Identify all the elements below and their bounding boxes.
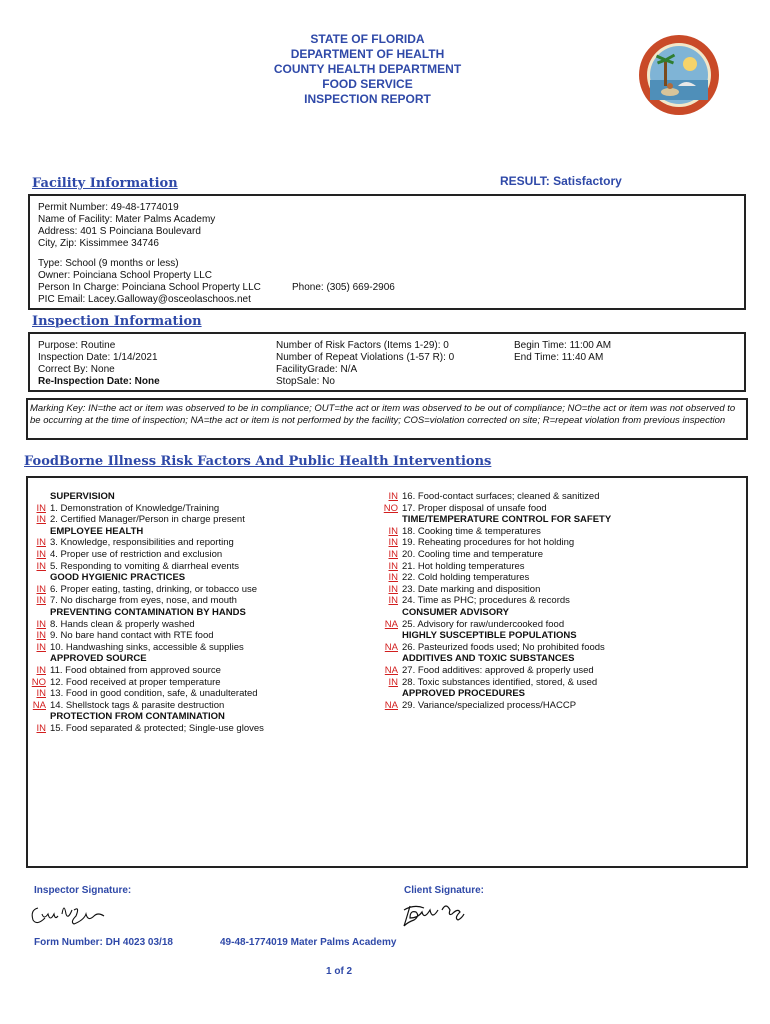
risk-item bbox=[30, 642, 244, 654]
item-label: 5. Responding to vomiting & diarrheal events bbox=[50, 560, 240, 572]
facility-type: Type: School (9 months or less) bbox=[38, 258, 179, 269]
category-label: APPROVED SOURCE bbox=[50, 653, 147, 665]
inspector-signature bbox=[28, 900, 110, 930]
risk-item bbox=[382, 491, 600, 503]
risk-category-heading bbox=[30, 572, 185, 584]
risk-item bbox=[382, 503, 547, 515]
risk-item bbox=[30, 665, 221, 677]
risk-category-heading bbox=[382, 653, 574, 665]
risk-item bbox=[382, 549, 543, 561]
client-signature-label: Client Signature: bbox=[404, 885, 485, 896]
page-number: 1 of 2 bbox=[326, 966, 353, 977]
category-label: EMPLOYEE HEALTH bbox=[50, 525, 144, 537]
compliance-code: IN bbox=[36, 583, 46, 595]
compliance-code: IN bbox=[388, 595, 398, 607]
risk-category-heading bbox=[382, 630, 577, 642]
risk-item bbox=[382, 526, 541, 538]
stop-sale: StopSale: No bbox=[276, 376, 335, 387]
item-label: 13. Food in good condition, safe, & unadulterated bbox=[50, 688, 258, 700]
reinspection-date: Re-Inspection Date: None bbox=[38, 376, 160, 387]
risk-category-heading bbox=[382, 514, 611, 526]
inspection-date: Inspection Date: 1/14/2021 bbox=[38, 352, 158, 363]
compliance-code: NA bbox=[384, 699, 398, 711]
risk-item bbox=[382, 642, 605, 654]
pic-email: PIC Email: Lacey.Galloway@osceolaschoos.net bbox=[38, 294, 251, 305]
risk-item bbox=[30, 514, 245, 526]
risk-factors-box bbox=[26, 476, 748, 868]
facility-owner: Owner: Poinciana School Property LLC bbox=[38, 270, 212, 281]
item-label: 4. Proper use of restriction and exclusion bbox=[50, 549, 223, 560]
facility-name: Name of Facility: Mater Palms Academy bbox=[38, 214, 216, 225]
begin-time: Begin Time: 11:00 AM bbox=[514, 340, 612, 351]
item-label: 10. Handwashing sinks, accessible & supplies bbox=[50, 641, 244, 653]
compliance-code: IN bbox=[36, 641, 46, 653]
compliance-code: NO bbox=[383, 502, 398, 514]
item-label: 1. Demonstration of Knowledge/Training bbox=[50, 502, 220, 514]
risk-item bbox=[30, 584, 257, 596]
compliance-code: IN bbox=[36, 549, 46, 560]
risk-item bbox=[30, 688, 258, 700]
compliance-code: IN bbox=[388, 491, 398, 502]
compliance-code: IN bbox=[388, 676, 398, 688]
risk-item bbox=[382, 619, 564, 631]
category-label: APPROVED PROCEDURES bbox=[402, 688, 525, 700]
compliance-code: IN bbox=[36, 560, 46, 572]
item-label: 20. Cooling time and temperature bbox=[402, 549, 543, 560]
item-label: 15. Food separated & protected; Single-use gloves bbox=[50, 723, 264, 734]
risk-category-heading bbox=[30, 711, 225, 723]
compliance-code: NA bbox=[32, 699, 46, 711]
item-label: 19. Reheating procedures for hot holding bbox=[402, 537, 575, 549]
risk-item bbox=[382, 595, 570, 607]
risk-item bbox=[382, 584, 540, 596]
header-line: COUNTY HEALTH DEPARTMENT bbox=[273, 62, 462, 76]
client-signature bbox=[396, 898, 472, 932]
risk-item bbox=[382, 561, 525, 573]
compliance-code: IN bbox=[36, 630, 46, 642]
risk-item bbox=[30, 549, 222, 561]
item-label: 8. Hands clean & properly washed bbox=[50, 618, 195, 630]
item-label: 21. Hot holding temperatures bbox=[402, 560, 525, 572]
compliance-code: IN bbox=[36, 618, 46, 630]
item-label: 28. Toxic substances identified, stored, & used bbox=[402, 676, 598, 688]
risk-item bbox=[30, 561, 239, 573]
item-label: 14. Shellstock tags & parasite destruction bbox=[50, 699, 225, 711]
marking-key-box bbox=[26, 398, 748, 440]
risk-section-title: FoodBorne Illness Risk Factors And Public Health Interventions bbox=[24, 454, 492, 469]
risk-item bbox=[30, 503, 219, 515]
compliance-code: IN bbox=[388, 572, 398, 584]
risk-item bbox=[382, 572, 529, 584]
item-label: 6. Proper eating, tasting, drinking, or tobacco use bbox=[50, 583, 258, 595]
inspection-purpose: Purpose: Routine bbox=[38, 340, 116, 351]
category-label: PREVENTING CONTAMINATION BY HANDS bbox=[50, 607, 246, 618]
facility-phone: Phone: (305) 669-2906 bbox=[292, 282, 395, 293]
item-label: 22. Cold holding temperatures bbox=[402, 572, 530, 584]
compliance-code: IN bbox=[36, 537, 46, 549]
risk-item bbox=[30, 595, 237, 607]
compliance-code: IN bbox=[388, 537, 398, 549]
category-label: TIME/TEMPERATURE CONTROL FOR SAFETY bbox=[402, 514, 612, 526]
compliance-code: IN bbox=[388, 549, 398, 560]
risk-item bbox=[30, 700, 224, 712]
risk-category-heading bbox=[30, 607, 246, 619]
person-in-charge: Person In Charge: Poinciana School Property LLC bbox=[38, 282, 261, 293]
item-label: 9. No bare hand contact with RTE food bbox=[50, 630, 214, 642]
form-number: Form Number: DH 4023 03/18 bbox=[34, 937, 173, 948]
header-line: FOOD SERVICE bbox=[322, 77, 413, 91]
compliance-code: NO bbox=[31, 676, 46, 688]
compliance-code: NA bbox=[384, 665, 398, 676]
item-label: 27. Food additives: approved & properly used bbox=[402, 665, 594, 676]
item-label: 29. Variance/specialized process/HACCP bbox=[402, 699, 577, 711]
category-label: PROTECTION FROM CONTAMINATION bbox=[50, 711, 225, 723]
compliance-code: IN bbox=[36, 688, 46, 700]
risk-item bbox=[30, 537, 234, 549]
risk-item bbox=[382, 537, 574, 549]
risk-item bbox=[382, 700, 576, 712]
header-line: DEPARTMENT OF HEALTH bbox=[290, 47, 445, 61]
compliance-code: IN bbox=[388, 583, 398, 595]
risk-category-heading bbox=[382, 607, 509, 619]
risk-item bbox=[382, 665, 594, 677]
florida-seal-logo bbox=[638, 34, 720, 116]
risk-item bbox=[30, 677, 221, 689]
item-label: 17. Proper disposal of unsafe food bbox=[402, 502, 547, 514]
compliance-code: IN bbox=[36, 723, 46, 734]
facility-city: City, Zip: Kissimmee 34746 bbox=[38, 238, 159, 249]
risk-factor-count: Number of Risk Factors (Items 1-29): 0 bbox=[276, 340, 449, 351]
category-label: ADDITIVES AND TOXIC SUBSTANCES bbox=[402, 653, 575, 665]
permit-number: Permit Number: 49-48-1774019 bbox=[38, 202, 179, 213]
risk-item bbox=[30, 723, 264, 735]
compliance-code: IN bbox=[388, 525, 398, 537]
risk-category-heading bbox=[30, 653, 147, 665]
item-label: 23. Date marking and disposition bbox=[402, 583, 541, 595]
facility-section-title: Facility Information bbox=[32, 176, 178, 191]
compliance-code: NA bbox=[384, 641, 398, 653]
facility-box bbox=[28, 194, 746, 310]
correct-by: Correct By: None bbox=[38, 364, 115, 375]
compliance-code: NA bbox=[384, 618, 398, 630]
header-line: INSPECTION REPORT bbox=[304, 92, 431, 106]
item-label: 26. Pasteurized foods used; No prohibited foods bbox=[402, 641, 605, 653]
item-label: 3. Knowledge, responsibilities and reporting bbox=[50, 537, 234, 549]
item-label: 16. Food-contact surfaces; cleaned & sanitized bbox=[402, 491, 600, 502]
item-label: 18. Cooking time & temperatures bbox=[402, 525, 541, 537]
marking-key: Marking Key: IN=the act or item was observed to be in compliance; OUT=the act or item was observed to be out of compliance; NO=the act or item was not observed to be occurring at the time of inspection; NA=the act or item is not performed by the facility; COS=violation corrected on site; R=repeat violation from previous inspection bbox=[30, 403, 736, 426]
category-label: GOOD HYGIENIC PRACTICES bbox=[50, 572, 186, 584]
risk-item bbox=[30, 619, 195, 631]
item-label: 2. Certified Manager/Person in charge present bbox=[50, 514, 245, 526]
compliance-code: IN bbox=[36, 514, 46, 526]
category-label: SUPERVISION bbox=[50, 491, 115, 502]
risk-category-heading bbox=[382, 688, 525, 700]
report-header bbox=[200, 32, 535, 107]
item-label: 25. Advisory for raw/undercooked food bbox=[402, 618, 565, 630]
category-label: HIGHLY SUSCEPTIBLE POPULATIONS bbox=[402, 630, 577, 642]
compliance-code: IN bbox=[36, 595, 46, 607]
footer-permit-facility: 49-48-1774019 Mater Palms Academy bbox=[220, 937, 397, 948]
end-time: End Time: 11:40 AM bbox=[514, 352, 604, 363]
inspection-section-title: Inspection Information bbox=[32, 314, 202, 329]
compliance-code: IN bbox=[36, 665, 46, 676]
item-label: 24. Time as PHC; procedures & records bbox=[402, 595, 570, 607]
result-status: RESULT: Satisfactory bbox=[500, 174, 622, 188]
risk-item bbox=[30, 630, 214, 642]
item-label: 12. Food received at proper temperature bbox=[50, 676, 221, 688]
category-label: CONSUMER ADVISORY bbox=[402, 607, 509, 618]
facility-grade: FacilityGrade: N/A bbox=[276, 364, 358, 375]
inspection-box bbox=[28, 332, 746, 392]
header-line: STATE OF FLORIDA bbox=[310, 32, 425, 46]
item-label: 7. No discharge from eyes, nose, and mouth bbox=[50, 595, 237, 607]
compliance-code: IN bbox=[36, 502, 46, 514]
facility-address: Address: 401 S Poinciana Boulevard bbox=[38, 226, 201, 237]
risk-item bbox=[382, 677, 597, 689]
risk-category-heading bbox=[30, 491, 115, 503]
risk-category-heading bbox=[30, 526, 143, 538]
inspector-signature-label: Inspector Signature: bbox=[34, 885, 132, 896]
compliance-code: IN bbox=[388, 560, 398, 572]
repeat-violation-count: Number of Repeat Violations (1-57 R): 0 bbox=[276, 352, 455, 363]
item-label: 11. Food obtained from approved source bbox=[50, 665, 221, 676]
